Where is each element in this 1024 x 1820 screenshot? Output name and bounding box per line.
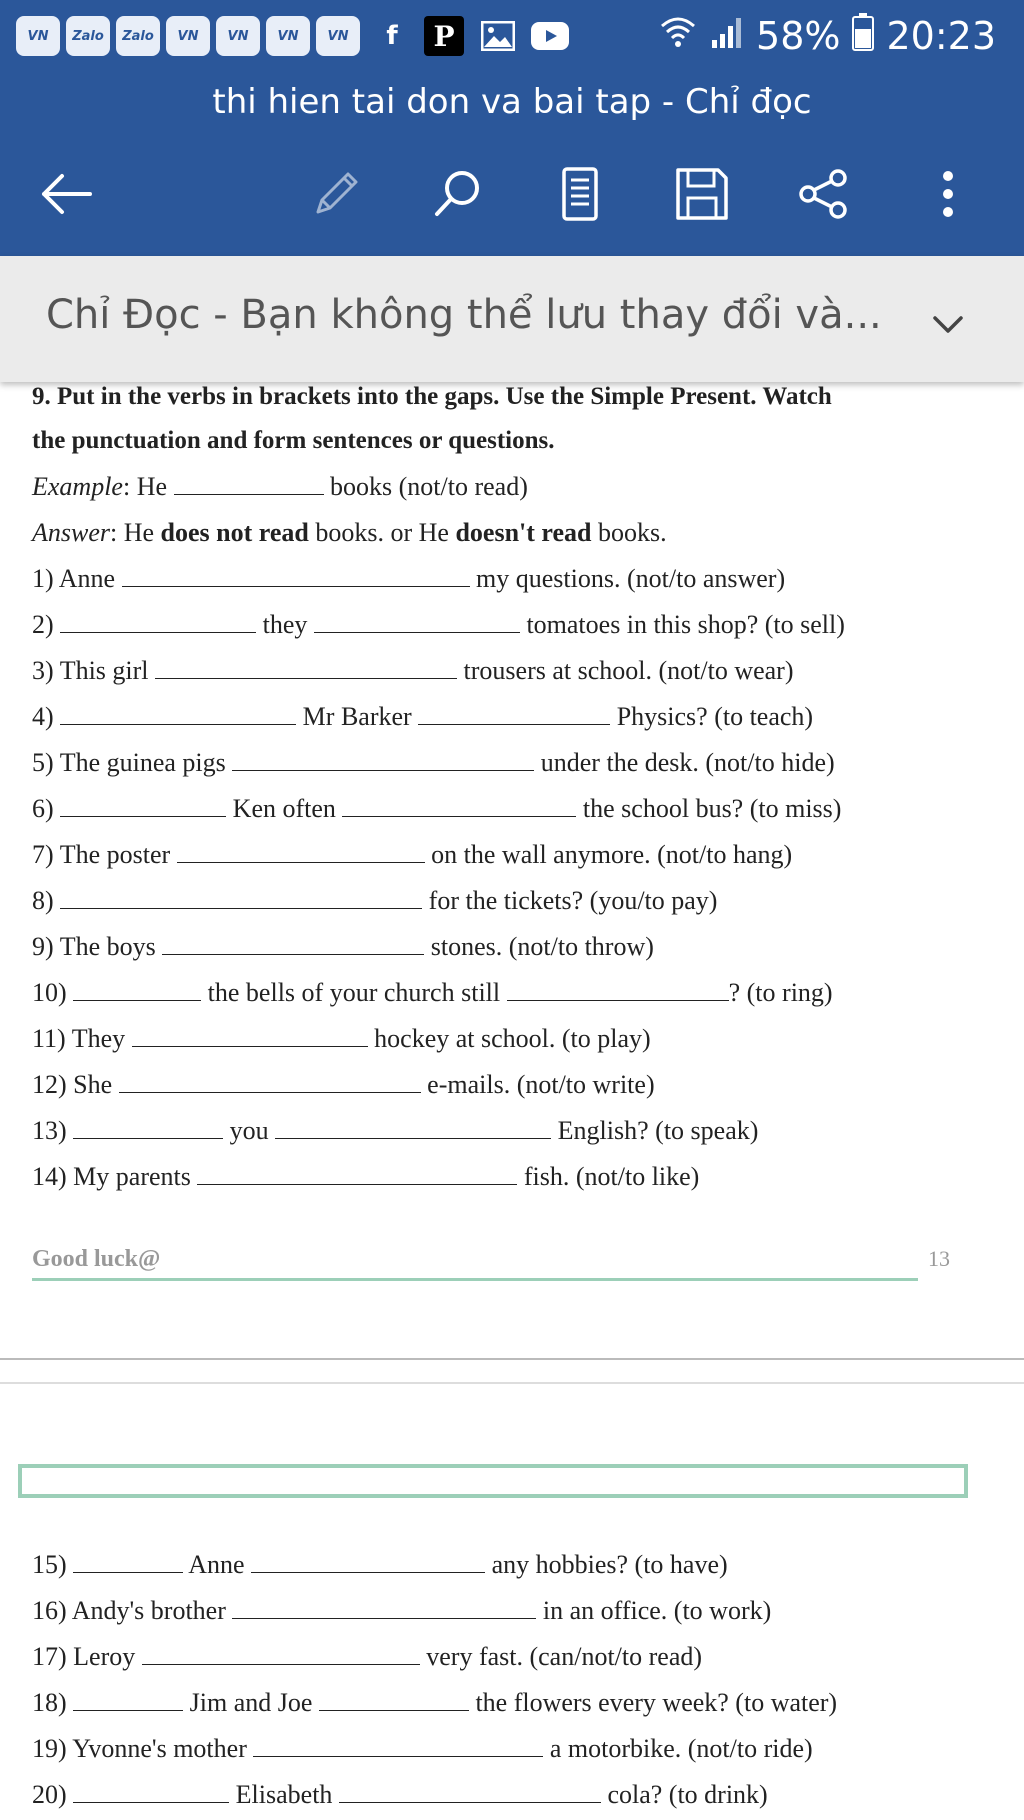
exercise-item — [32, 978, 833, 1008]
item-text: English? (to speak) — [557, 1116, 759, 1145]
item-text: 19) Yvonne's mother — [32, 1734, 247, 1763]
answer-blank — [342, 794, 576, 817]
item-text: in an office. (to work) — [542, 1596, 772, 1625]
vn-news-notification-icon: VN — [216, 16, 260, 56]
example-blank — [174, 472, 324, 495]
exercise-item — [32, 1688, 837, 1718]
clock: 20:23 — [886, 14, 996, 58]
item-text: any hobbies? (to have) — [491, 1550, 728, 1579]
item-text: 13) — [32, 1116, 67, 1145]
item-text: 14) My parents — [32, 1162, 191, 1191]
answer-blank — [418, 702, 610, 725]
p-app-notification-icon: P — [424, 16, 464, 56]
item-text: a motorbike. (not/to ride) — [549, 1734, 813, 1763]
answer-blank — [162, 932, 424, 955]
answer-blank — [314, 610, 520, 633]
example-text: : He — [122, 472, 168, 501]
answer-blank — [507, 978, 729, 1001]
item-text: the school bus? (to miss) — [582, 794, 842, 823]
answer-blank — [73, 1550, 183, 1573]
page-header-border — [18, 1464, 968, 1498]
item-text: 1) Anne — [32, 564, 116, 593]
answer-blank — [251, 1550, 485, 1573]
item-text: on the wall anymore. (not/to hang) — [431, 840, 793, 869]
answer-text: books. or He — [315, 518, 449, 547]
item-text: Ken often — [232, 794, 336, 823]
answer-blank — [339, 1780, 601, 1803]
exercise-item — [32, 794, 841, 824]
item-text: 3) This girl — [32, 656, 149, 685]
item-text: Anne — [188, 1550, 245, 1579]
pencil-icon[interactable] — [304, 162, 368, 226]
vn-news-notification-icon: VN — [266, 16, 310, 56]
read-only-banner-text: Chỉ Đọc - Bạn không thể lưu thay đổi và... — [46, 292, 882, 338]
item-text: stones. (not/to throw) — [430, 932, 654, 961]
exercise-item — [32, 656, 794, 686]
signal-icon — [710, 14, 744, 59]
answer-text: : He — [110, 518, 155, 547]
item-text: trousers at school. (not/to wear) — [463, 656, 794, 685]
exercise-item — [32, 1734, 813, 1764]
chevron-down-icon[interactable] — [932, 300, 964, 346]
exercise-item — [32, 1596, 771, 1626]
item-text: 20) — [32, 1780, 67, 1809]
document-canvas[interactable] — [0, 382, 1024, 1820]
page-separator — [0, 1358, 1024, 1360]
exercise-item — [32, 1550, 728, 1580]
item-text: my questions. (not/to answer) — [476, 564, 786, 593]
exercise-item — [32, 748, 835, 778]
exercise-item — [32, 1162, 699, 1192]
back-arrow-icon[interactable] — [34, 162, 98, 226]
item-text: 17) Leroy — [32, 1642, 136, 1671]
instruction-line: the punctuation and form sentences or questions. — [32, 427, 555, 454]
facebook-notification-icon: f — [386, 21, 398, 51]
item-text: 5) The guinea pigs — [32, 748, 226, 777]
answer-blank — [73, 1688, 183, 1711]
item-text: Mr Barker — [302, 702, 412, 731]
exercise-item — [32, 886, 717, 916]
answer-blank — [177, 840, 425, 863]
footer-rule — [32, 1278, 918, 1281]
item-text: very fast. (can/not/to read) — [426, 1642, 703, 1671]
answer-blank — [155, 656, 457, 679]
item-text: 2) — [32, 610, 54, 639]
item-text: 8) — [32, 886, 54, 915]
answer-label: Answer — [32, 518, 110, 547]
item-text: the bells of your church still — [207, 978, 501, 1007]
answer-blank — [142, 1642, 420, 1665]
item-text: cola? (to drink) — [607, 1780, 768, 1809]
vn-news-notification-icon: VN — [316, 16, 360, 56]
instruction-line: 9. Put in the verbs in brackets into the gaps. Use the Simple Present. Watch — [32, 383, 832, 410]
example-label: Example — [32, 472, 123, 501]
item-text: 18) — [32, 1688, 67, 1717]
answer-bold: doesn't read — [455, 518, 592, 547]
answer-blank — [73, 978, 201, 1001]
app-toolbar — [0, 132, 1024, 256]
answer-blank — [119, 1070, 421, 1093]
item-text: 6) — [32, 794, 54, 823]
answer-blank — [275, 1116, 551, 1139]
answer-blank — [132, 1024, 368, 1047]
answer-blank — [197, 1162, 517, 1185]
exercise-item — [32, 610, 845, 640]
item-text: they — [262, 610, 308, 639]
item-text: 10) — [32, 978, 67, 1007]
answer-blank — [60, 702, 296, 725]
item-text: under the desk. (not/to hide) — [540, 748, 835, 777]
answer-blank — [73, 1116, 223, 1139]
exercise-item — [32, 932, 654, 962]
exercise-item — [32, 1070, 655, 1100]
exercise-item — [32, 1642, 702, 1672]
item-text: for the tickets? (you/to pay) — [428, 886, 718, 915]
exercise-item — [32, 1780, 768, 1810]
answer-blank — [253, 1734, 543, 1757]
item-text: 12) She — [32, 1070, 113, 1099]
exercise-item — [32, 1024, 651, 1054]
item-text: ? (to ring) — [728, 978, 833, 1007]
zalo-notification-icon: Zalo — [66, 16, 110, 56]
share-icon[interactable] — [792, 162, 856, 226]
item-text: Jim and Joe — [189, 1688, 313, 1717]
answer-blank — [60, 610, 256, 633]
item-text: Elisabeth — [235, 1780, 333, 1809]
battery-percentage: 58% — [756, 14, 841, 58]
answer-blank — [60, 886, 422, 909]
item-text: you — [229, 1116, 269, 1145]
answer-blank — [122, 564, 470, 587]
page-number: 13 — [928, 1246, 950, 1271]
answer-blank — [319, 1688, 469, 1711]
example-text: books (not/to read) — [330, 472, 528, 501]
battery-icon — [852, 13, 874, 60]
item-text: fish. (not/to like) — [523, 1162, 700, 1191]
answer-bold: does not read — [160, 518, 309, 547]
answer-text: books. — [597, 518, 667, 547]
wifi-icon — [658, 14, 698, 59]
search-icon[interactable] — [426, 162, 490, 226]
reading-view-icon[interactable] — [548, 162, 612, 226]
item-text: 16) Andy's brother — [32, 1596, 226, 1625]
item-text: e-mails. (not/to write) — [427, 1070, 655, 1099]
exercise-item — [32, 702, 813, 732]
item-text: Physics? (to teach) — [616, 702, 814, 731]
save-icon[interactable] — [670, 162, 734, 226]
page-footer-text: Good luck@ — [32, 1246, 161, 1272]
vn-news-notification-icon: VN — [166, 16, 210, 56]
answer-line — [32, 518, 667, 548]
exercise-item — [32, 564, 785, 594]
item-text: 7) The poster — [32, 840, 171, 869]
item-text: 4) — [32, 702, 54, 731]
vn-news-notification-icon: VN — [16, 16, 60, 56]
answer-blank — [232, 748, 534, 771]
gallery-icon — [476, 16, 520, 56]
zalo-notification-icon: Zalo — [116, 16, 160, 56]
item-text: tomatoes in this shop? (to sell) — [526, 610, 845, 639]
status-bar — [0, 0, 1024, 72]
item-text: the flowers every week? (to water) — [475, 1688, 838, 1717]
answer-blank — [60, 794, 226, 817]
item-text: 11) They — [32, 1024, 126, 1053]
answer-blank — [232, 1596, 536, 1619]
item-text: 15) — [32, 1550, 67, 1579]
document-title: thi hien tai don va bai tap - Chỉ đọc — [0, 72, 1024, 132]
item-text: 9) The boys — [32, 932, 156, 961]
exercise-item — [32, 840, 792, 870]
example-line — [32, 472, 528, 502]
page-separator — [0, 1382, 1024, 1384]
answer-blank — [73, 1780, 229, 1803]
more-options-icon[interactable] — [916, 162, 980, 226]
read-only-banner[interactable] — [0, 256, 1024, 382]
item-text: hockey at school. (to play) — [374, 1024, 651, 1053]
youtube-icon — [528, 16, 572, 56]
exercise-item — [32, 1116, 758, 1146]
